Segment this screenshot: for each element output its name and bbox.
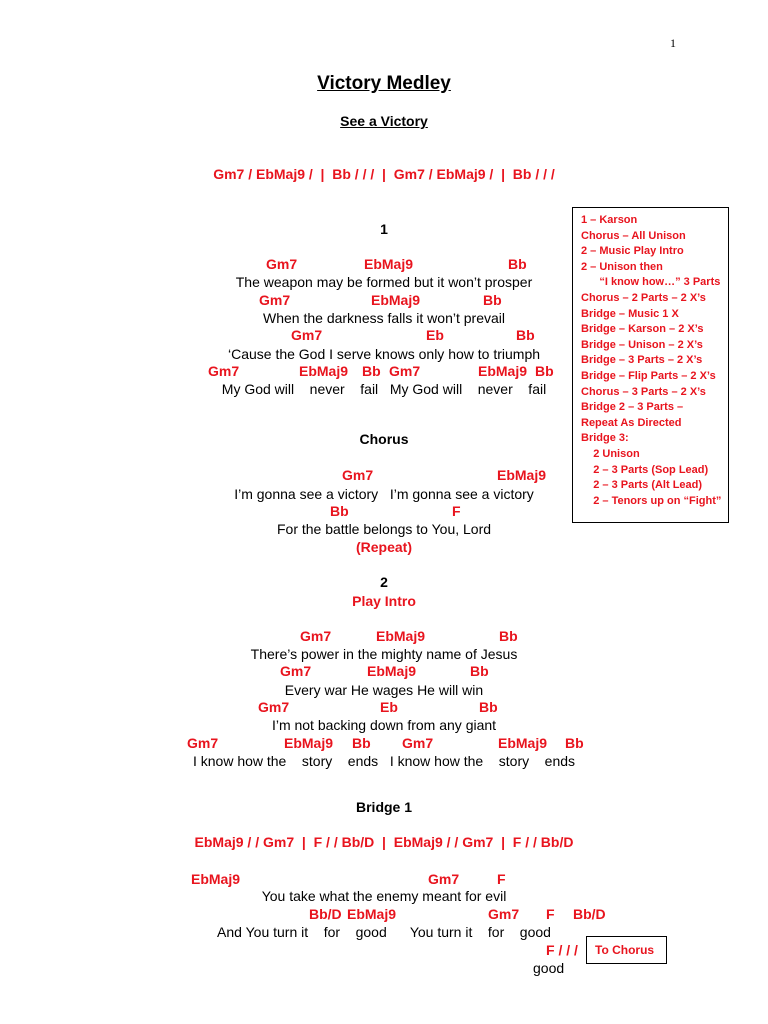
play-intro-label: Play Intro bbox=[352, 593, 416, 609]
chord: Bb bbox=[516, 327, 535, 343]
note-line: Chorus – 3 Parts – 2 X’s bbox=[581, 385, 706, 398]
chord: Bb/D bbox=[309, 906, 342, 922]
chord: Gm7 bbox=[259, 292, 291, 308]
chord: Gm7 bbox=[266, 256, 298, 272]
chord: Bb bbox=[330, 503, 349, 519]
lyric-line: And You turn it for good You turn it for good bbox=[217, 924, 551, 940]
chord: Bb bbox=[499, 628, 518, 644]
chord: Gm7 bbox=[258, 699, 290, 715]
note-line: Bridge – Flip Parts – 2 X’s bbox=[581, 369, 716, 382]
lyric-line: Every war He wages He will win bbox=[284, 682, 484, 698]
chord: EbMaj9 bbox=[478, 363, 528, 379]
chord: Eb bbox=[380, 699, 398, 715]
intro-chords: Gm7 / EbMaj9 / | Bb / / / | Gm7 / EbMaj9 / | Bb / / / bbox=[213, 166, 555, 182]
chord: Gm7 bbox=[389, 363, 421, 379]
verse-2-label: 2 bbox=[380, 574, 388, 590]
lyric-line: The weapon may be formed but it won’t prosper bbox=[235, 274, 533, 290]
chord: Bb bbox=[479, 699, 498, 715]
chord: Bb bbox=[483, 292, 502, 308]
chord: EbMaj9 bbox=[299, 363, 349, 379]
lyric-line: My God will never fail My God will never fail bbox=[221, 381, 547, 397]
chord: EbMaj9 bbox=[498, 735, 548, 751]
note-line: “I know how…” 3 Parts bbox=[581, 276, 721, 289]
verse-1-label: 1 bbox=[380, 221, 388, 237]
bridge-1-label: Bridge 1 bbox=[355, 799, 413, 815]
note-line: Bridge 2 – 3 Parts – bbox=[581, 401, 684, 414]
chord: Gm7 bbox=[342, 467, 374, 483]
chord: Gm7 bbox=[187, 735, 219, 751]
chord: EbMaj9 bbox=[347, 906, 397, 922]
note-line: 2 – Music Play Intro bbox=[581, 245, 684, 258]
chord: Gm7 bbox=[208, 363, 240, 379]
chord: F bbox=[497, 871, 506, 887]
note-line: 2 – Tenors up on “Fight” bbox=[581, 494, 722, 507]
note-line: Chorus – 2 Parts – 2 X’s bbox=[581, 291, 706, 304]
lyric-line: ‘Cause the God I serve knows only how to triumph bbox=[227, 346, 541, 362]
song-subtitle: See a Victory bbox=[340, 113, 428, 129]
chord: Bb bbox=[565, 735, 584, 751]
chord: Bb bbox=[535, 363, 554, 379]
chord: F bbox=[452, 503, 461, 519]
note-line: Repeat As Directed bbox=[581, 416, 682, 429]
note-line: Bridge – 3 Parts – 2 X’s bbox=[581, 354, 703, 367]
chord: Gm7 bbox=[402, 735, 434, 751]
note-line: 2 – 3 Parts (Sop Lead) bbox=[581, 463, 709, 476]
chord: Bb/D bbox=[573, 906, 606, 922]
page-title: Victory Medley bbox=[317, 73, 451, 94]
chord: Gm7 bbox=[300, 628, 332, 644]
lyric-line: There’s power in the mighty name of Jesus bbox=[250, 646, 518, 662]
chord: EbMaj9 bbox=[284, 735, 334, 751]
note-line: 2 Unison bbox=[581, 447, 640, 460]
chorus-label: Chorus bbox=[359, 431, 409, 447]
repeat-label: (Repeat) bbox=[355, 539, 413, 555]
chord: EbMaj9 bbox=[364, 256, 414, 272]
arrangement-notes-box bbox=[572, 207, 729, 523]
note-line: 2 – 3 Parts (Alt Lead) bbox=[581, 479, 703, 492]
chord: Gm7 bbox=[280, 663, 312, 679]
chord: F / / / bbox=[546, 942, 578, 958]
chord: Bb bbox=[508, 256, 527, 272]
to-chorus-box: To Chorus bbox=[586, 936, 667, 964]
bridge-intro-chords: EbMaj9 / / Gm7 | F / / Bb/D | EbMaj9 / / Gm7 | F / / Bb/D bbox=[194, 834, 574, 850]
chord: Gm7 bbox=[291, 327, 323, 343]
note-line: Bridge 3: bbox=[581, 432, 629, 445]
note-line: 1 – Karson bbox=[581, 214, 638, 226]
page-number: 1 bbox=[670, 36, 676, 50]
chord: EbMaj9 bbox=[191, 871, 241, 887]
note-line: Chorus – All Unison bbox=[581, 229, 686, 242]
chord: Bb bbox=[362, 363, 381, 379]
chord: Gm7 bbox=[428, 871, 460, 887]
chord: EbMaj9 bbox=[371, 292, 421, 308]
note-line: Bridge – Karson – 2 X’s bbox=[581, 323, 704, 336]
lyric-line: I know how the story ends I know how the story ends bbox=[192, 753, 576, 769]
chord: F bbox=[546, 906, 555, 922]
note-line: Bridge – Music 1 X bbox=[581, 307, 679, 320]
chord: Gm7 bbox=[488, 906, 520, 922]
note-line: 2 – Unison then bbox=[581, 260, 663, 273]
lyric-line: For the battle belongs to You, Lord bbox=[276, 521, 492, 537]
note-line: Bridge – Unison – 2 X’s bbox=[581, 338, 703, 351]
lyric-line: When the darkness falls it won’t prevail bbox=[263, 310, 505, 326]
lyric-line: good bbox=[533, 960, 565, 976]
lyric-line: You take what the enemy meant for evil bbox=[261, 888, 507, 904]
chord: EbMaj9 bbox=[497, 467, 547, 483]
chord: EbMaj9 bbox=[376, 628, 426, 644]
chord: Bb bbox=[470, 663, 489, 679]
chord: Bb bbox=[352, 735, 371, 751]
chord: Eb bbox=[426, 327, 444, 343]
lyric-line: I’m not backing down from any giant bbox=[271, 717, 497, 733]
lyric-line: I’m gonna see a victory I’m gonna see a victory bbox=[234, 486, 534, 502]
chord: EbMaj9 bbox=[367, 663, 417, 679]
